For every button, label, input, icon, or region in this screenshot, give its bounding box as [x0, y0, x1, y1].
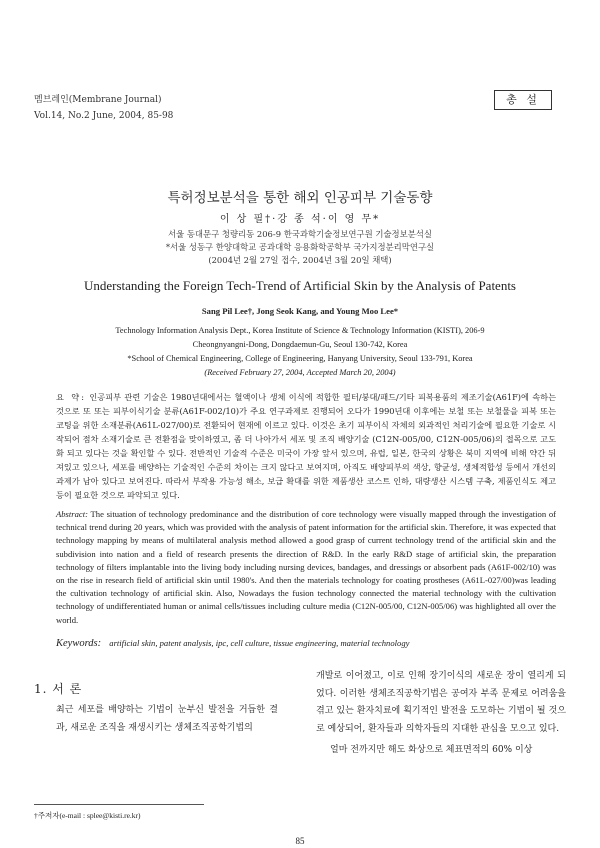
- title-english: Understanding the Foreign Tech-Trend of Artificial Skin by the Analysis of Patents: [83, 278, 516, 293]
- affiliation-en-2: Cheongnyangni-Dong, Dongdaemun-Gu, Seoul 130-742, Korea: [192, 340, 408, 349]
- body-column-right-para2: 얼마 전까지만 해도 화상으로 체표면적의 60% 이상: [330, 745, 533, 755]
- abstract-en-label: Abstract:: [56, 509, 88, 519]
- affiliation-ko-1: 서울 동대문구 청량리동 206-9 한국과학기술정보연구원 기술정보분석실: [168, 229, 432, 239]
- body-column-left: 최근 세포를 배양하는 기법이 눈부신 발전을 거듭한 결과, 새로운 조직을 재생시키는 생체조직공학기법의: [56, 705, 278, 733]
- title-korean: 특허정보분석을 통한 해외 인공피부 기술동향: [167, 190, 433, 206]
- authors-korean: 이 상 필†·강 종 석·이 영 무*: [219, 214, 381, 225]
- affiliation-ko-2: *서울 성동구 한양대학교 공과대학 응용화학공학부 국가지정분리막연구실: [165, 242, 435, 252]
- affiliation-en-3: *School of Chemical Engineering, College of Engineering, Hanyang University, Seoul 133-791, Korea: [127, 354, 473, 363]
- keywords-text: artificial skin, patent analysis, ipc, cell culture, tissue engineering, material technology: [109, 638, 410, 648]
- abstract-ko-label: 요 약:: [56, 392, 86, 402]
- journal-volume: Vol.14, No.2 June, 2004, 85-98: [34, 111, 174, 121]
- abstract-en-text: The situation of technology predominance and the distribution of core technology were visually mapped through the investigation of technical trend during 20 years, which was provided with the analysis of patent information for the artificial skin. Therefore, it was expected that technology mapping by means of multilateral analysis method allowed a good grasp of current technology trend of the artificial skin and the subdivision into nation and a field of research presents the direction of R&D. In the early R&D stage of artificial skin, the preparation technology of filters implantable into the living body including nursing devices, bandages, and dressings or absorbent pads (A61F-002/10) was on the rise in research field of artificial skin until 1980's. And then the materials technology for coating prostheses (A61L-027/00)was leading the cultivation technology of artificial skin. Also, Nowadays the fusion technology connected the material technology with the cultivation technology of undifferentiated human or animal cells/tissues including culture media (C12N-005/00, C12N-005/06) was highlighted all over the world.: [56, 509, 556, 625]
- affiliation-en-1: Technology Information Analysis Dept., Korea Institute of Science & Technology Information (KISTI), 206-9: [115, 326, 485, 335]
- footnote: †주저자(e-mail : splee@kisti.re.kr): [34, 811, 141, 820]
- journal-name: 멤브레인(Membrane Journal): [34, 95, 162, 105]
- received-date-ko: (2004년 2월 27일 접수, 2004년 3월 20일 채택): [208, 255, 392, 265]
- section-tag: 총 설: [494, 90, 552, 110]
- journal-header: [34, 92, 173, 124]
- page-number: 85: [295, 836, 305, 846]
- abstract-english: [56, 508, 556, 627]
- footnote-rule: [34, 804, 204, 805]
- body-column-right: 개발로 이어졌고, 이로 인해 장기이식의 새로운 장이 열리게 되었다. 이러한 생체조직공학기법은 공여자 부족 문제로 어려움을 겪고 있는 환자치료에 획기적인 발전을 도모하는 기법이 될 것으로 예상되어, 환자들과 의학자들의 지대한 관심을 모으고 있다.: [316, 671, 566, 734]
- received-date-en: (Received February 27, 2004, Accepted March 20, 2004): [204, 368, 396, 377]
- keywords: [56, 638, 409, 649]
- section-1-heading: 1. 서 론: [34, 682, 83, 696]
- abstract-ko-text: 인공피부 관련 기술은 1980년대에서는 혈액이나 생체 이식에 적합한 필터/붕대/패드/기타 피복용품의 제조기술(A61F)에 속하는 것으로 또 또는 피부이식기술 분류(A61F-002/10)가 주요 연구과제로 진행되어 오다가 1990년대 이후에는 보철 또는 보철물을 피복 또는 코팅을 위한 소재분류(A61L-027/00)로 전환되어 현재에 이르고 있다. 이것은 초기 피부이식 자체의 외과적인 처리기술에 필요한 기술로 시작되어 점차 소재기술로 큰 전환점을 맞이하였고, 좀 더 나아가서 세포 및 조직 배양기술 (C12N-005/00, C12N-005/06)의 접목으로 고도화 되고 있다는 것을 확인할 수 있다. 전반적인 기술적 수준은 미국이 가장 앞서 있으며, 유럽, 일본, 한국의 상황은 북미 지역에 비해 약간 뒤져있고 있으나, 세포를 배양하는 기술적인 수준의 차이는 크지 않다고 보여지며, 아직도 배양피부의 색상, 향균성, 생체적합성 등에서 개선의 과제가 남아 있다고 보여진다. 따라서 부작용 가능성 해소, 보급 확대를 위한 제품생산 코스트 인하, 대량생산 시스템 구축, 제품인식도 제고 등이 필요한 것으로 파악되고 있다.: [56, 392, 557, 500]
- authors-english: Sang Pil Lee†, Jong Seok Kang, and Young Moo Lee*: [201, 306, 399, 316]
- abstract-korean: [56, 390, 556, 502]
- keywords-label: Keywords:: [56, 638, 102, 649]
